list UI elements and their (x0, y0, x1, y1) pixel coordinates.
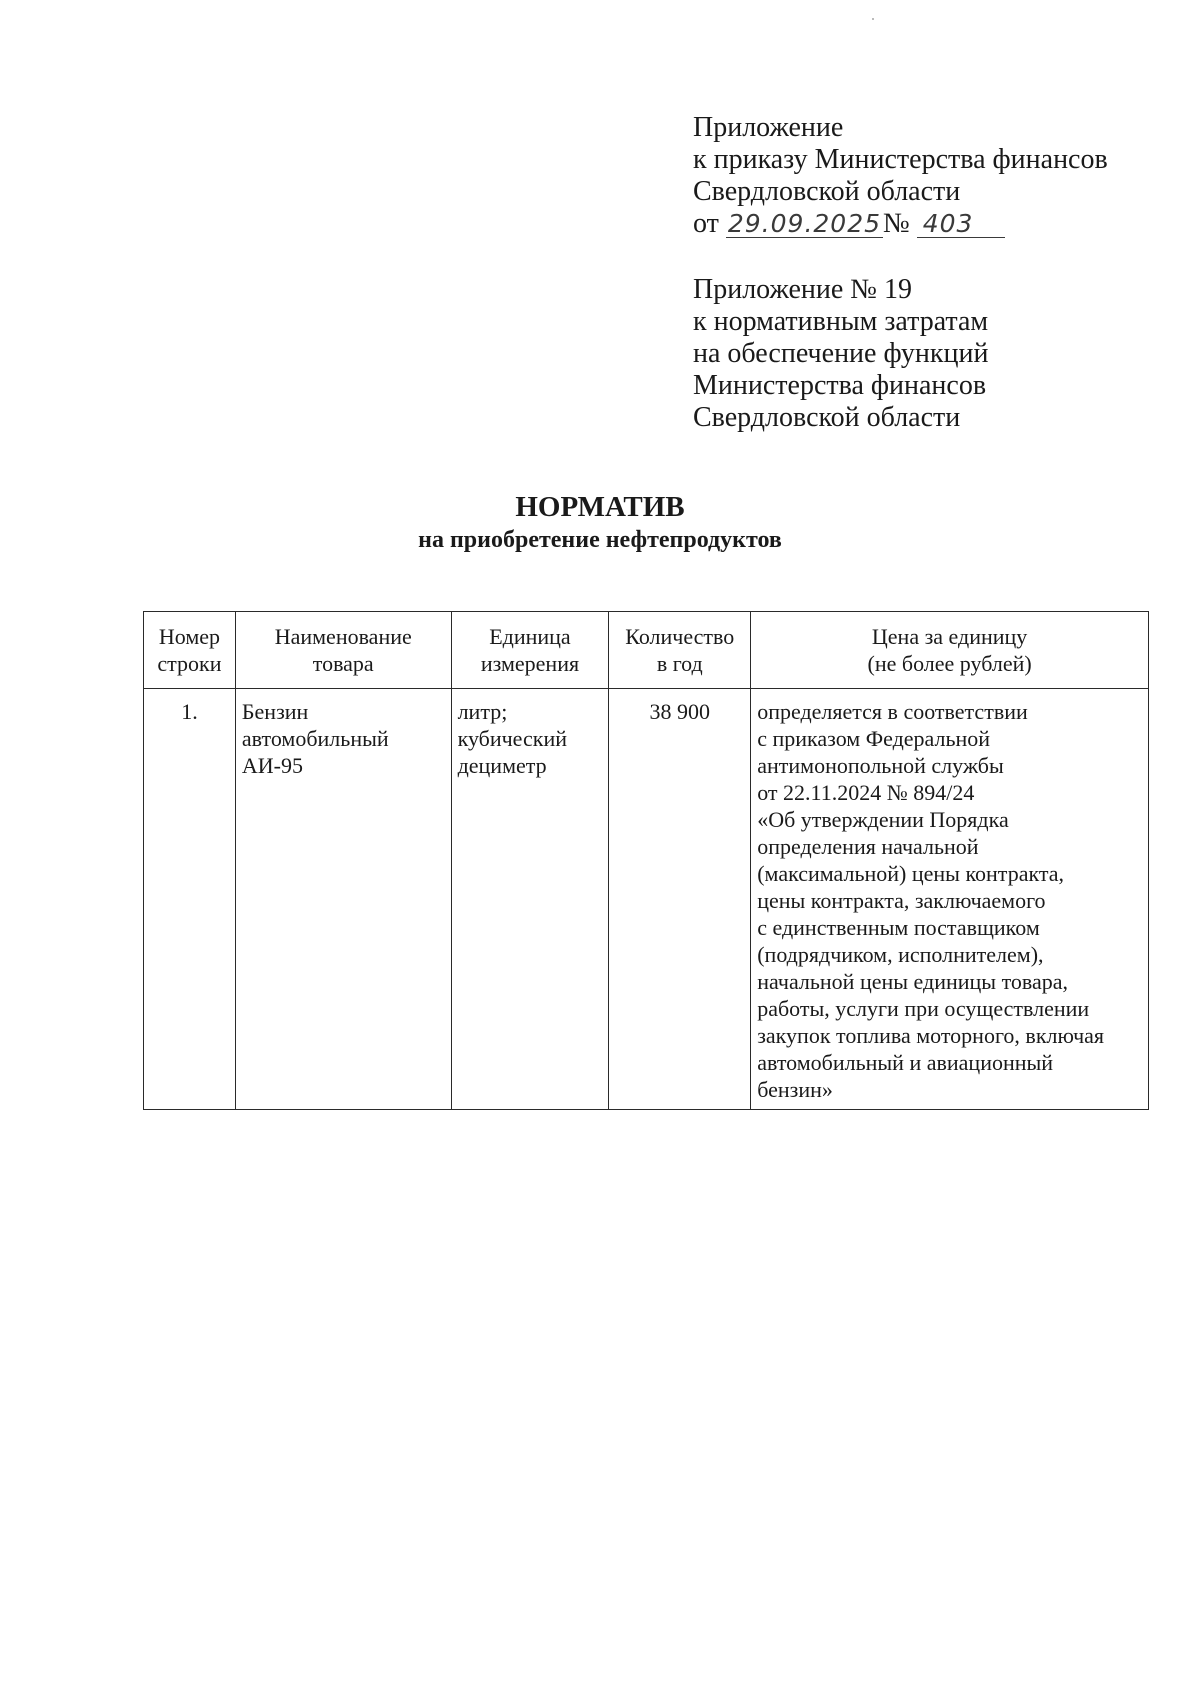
document-title: НОРМАТИВ (515, 491, 685, 523)
cell-line: определения начальной (757, 834, 979, 859)
cell-line: дециметр (457, 753, 547, 778)
cell-line: от 22.11.2024 № 894/24 (757, 780, 975, 805)
cell-line: кубический (457, 726, 567, 751)
cell-line: работы, услуги при осуществлении (757, 996, 1090, 1021)
cell-line: (максимальной) цены контракта, (757, 861, 1065, 886)
cell-line: автомобильный (241, 726, 389, 751)
cell-quantity: 38 900 (609, 689, 751, 1110)
header-unit (451, 612, 609, 689)
document-subtitle: на приобретение нефтепродуктов (418, 527, 782, 553)
appendix-19-block (693, 274, 1108, 434)
cell-line: литр; (457, 699, 508, 724)
date-prefix: от (693, 208, 719, 239)
header-unit-price (751, 612, 1149, 689)
header-quantity (609, 612, 751, 689)
cell-line: Бензин (241, 699, 309, 724)
header-line: Номер (158, 624, 221, 649)
cell-line: с единственным поставщиком (757, 915, 1040, 940)
cell-unit (451, 689, 609, 1110)
appendix-block (693, 112, 1108, 434)
header-line: Цена за единицу (871, 624, 1028, 649)
header-line: измерения (480, 651, 580, 676)
handwritten-number: 403 (917, 211, 1005, 238)
appendix-date-line (693, 208, 1108, 240)
header-line: (не более рублей) (867, 651, 1032, 676)
appendix-19-line: Свердловской области (693, 402, 961, 433)
cell-line: определяется в соответствии (757, 699, 1028, 724)
handwritten-date: 29.09.2025 (727, 209, 882, 238)
appendix-19-line: Министерства финансов (693, 370, 987, 401)
header-line: Наименование (274, 624, 412, 649)
cell-product-name (235, 689, 451, 1110)
cell-line: «Об утверждении Порядка (757, 807, 1009, 832)
header-line: Количество (625, 624, 735, 649)
header-row-number (144, 612, 236, 689)
cell-line: с приказом Федеральной (757, 726, 991, 751)
header-line: строки (157, 651, 222, 676)
norm-table (143, 611, 1149, 1110)
cell-row-number: 1. (144, 689, 236, 1110)
appendix-19-line: Приложение № 19 (693, 274, 912, 305)
appendix-19-line: на обеспечение функций (693, 338, 989, 369)
appendix-line: к приказу Министерства финансов (693, 144, 1108, 175)
appendix-line: Приложение (693, 112, 844, 143)
appendix-19-line: к нормативным затратам (693, 306, 989, 337)
table-header-row (144, 612, 1149, 689)
cell-line: начальной цены единицы товара, (757, 969, 1069, 994)
header-line: товара (312, 651, 374, 676)
cell-unit-price (751, 689, 1149, 1110)
cell-line: АИ-95 (241, 753, 304, 778)
cell-line: антимонопольной службы (757, 753, 1004, 778)
header-product-name (235, 612, 451, 689)
cell-line: закупок топлива моторного, включая (757, 1023, 1105, 1048)
number-label: № (883, 208, 910, 239)
table-row (144, 689, 1149, 1110)
scan-speck (872, 18, 874, 20)
cell-line: (подрядчиком, исполнителем), (757, 942, 1044, 967)
header-line: Единица (489, 624, 571, 649)
appendix-line: Свердловской области (693, 176, 961, 207)
header-line: в год (656, 651, 703, 676)
cell-line: цены контракта, заключаемого (757, 888, 1046, 913)
cell-line: бензин» (757, 1077, 833, 1102)
cell-line: автомобильный и авиационный (757, 1050, 1054, 1075)
document-heading (0, 490, 1200, 556)
